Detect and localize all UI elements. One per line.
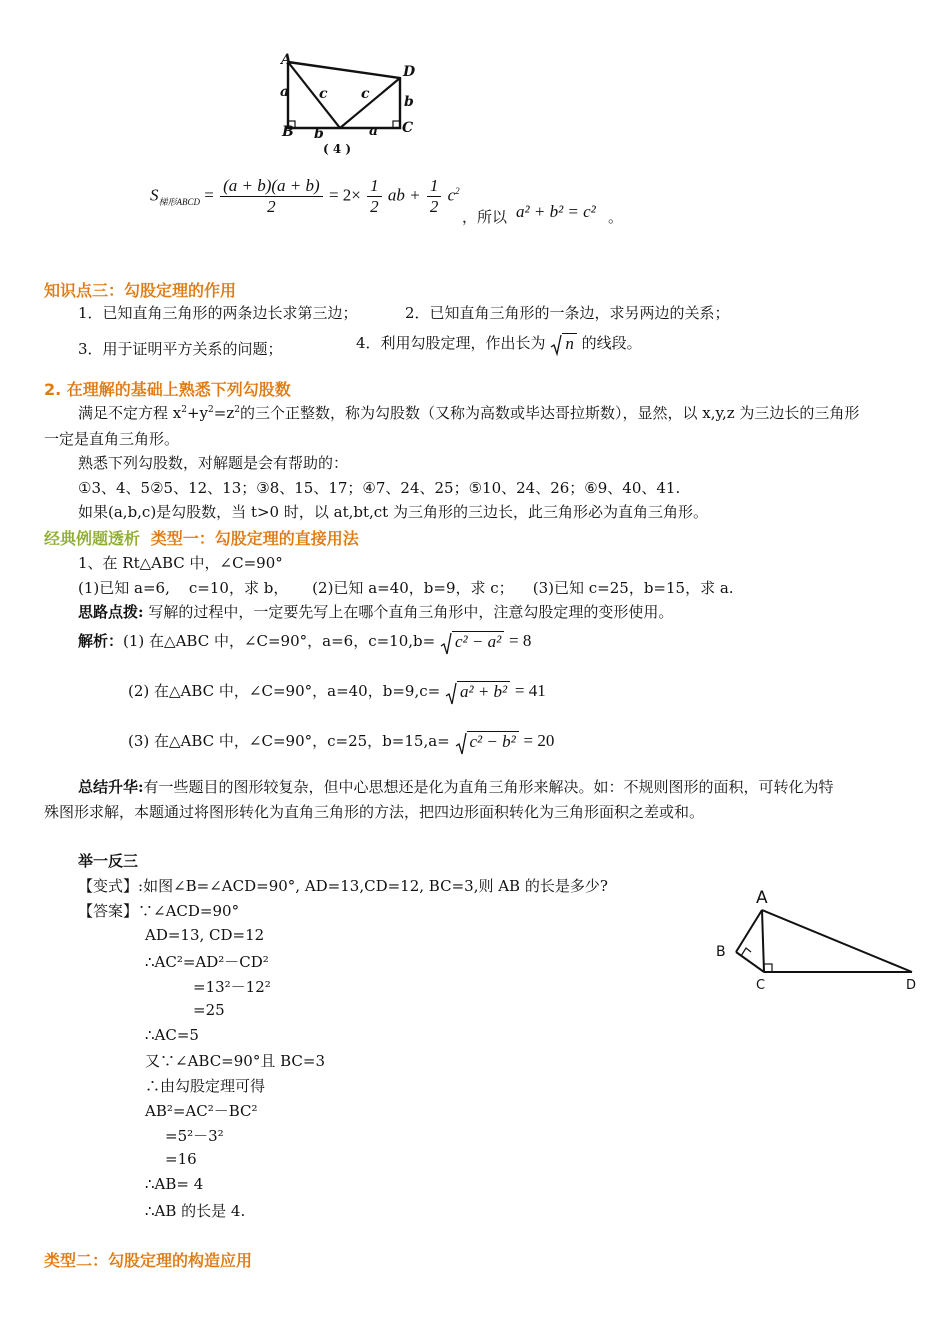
- variant-line-4: =25: [193, 1001, 225, 1019]
- fig4-label-D: D: [403, 64, 416, 80]
- formula-result: a² + b² = c²: [516, 202, 596, 221]
- variant-line-5: ∴AC=5: [145, 1026, 199, 1044]
- ex1-solution-1: 解析：(1) 在△ABC 中，∠C=90°，a=6，c=10,b= c² − a² = 8: [78, 630, 531, 652]
- ex1-summary-2: 殊图形求解，本题通过将图形转化为直角三角形的方法，把四边形面积转化为三角形面积之差或和。: [44, 803, 705, 821]
- variant-line-6: 又∵∠ABC=90°且 BC=3: [145, 1052, 325, 1070]
- type2-title: 类型二：勾股定理的构造应用: [44, 1251, 253, 1270]
- variant-line-10: =16: [165, 1150, 197, 1168]
- variant-line-9: =5²－3²: [165, 1127, 224, 1145]
- sec2-p4: 如果(a,b,c)是勾股数，当 t>0 时，以 at,bt,ct 为三角形的三边长，此三角形必为直角三角形。: [78, 503, 708, 521]
- ex1-summary-1: 总结升华:有一些题目的图形较复杂，但中心思想还是化为直角三角形来解决。如：不规则图形的面积，可转化为特: [78, 778, 834, 796]
- kp3-title: 知识点三：勾股定理的作用: [44, 281, 237, 300]
- variant-line-1: AD=13, CD=12: [145, 926, 265, 944]
- fig4-label-c2: c: [361, 86, 370, 102]
- variant-answer-head: 【答案】∵∠ACD=90°: [78, 902, 240, 920]
- formula-tail: ，所以: [462, 208, 508, 226]
- variant-fig-label-B: B: [716, 944, 726, 960]
- ex1-solution-3: (3) 在△ABC 中，∠C=90°，c=25，b=15,a= c² − b² = 20: [128, 730, 554, 752]
- fig4-label-a2: a: [369, 123, 379, 139]
- kp3-item4: 4．利用勾股定理，作出长为 n 的线段。: [356, 334, 642, 353]
- fig4-label-b2: b: [314, 126, 324, 142]
- ex1-solution-2: (2) 在△ABC 中，∠C=90°，a=40，b=9,c= a² + b² = 41: [128, 680, 546, 702]
- sec2-p1-cont: 一定是直角三角形。: [44, 430, 180, 448]
- sec2-p1: 满足不定方程 $x^2+y^2=z^2$的三个正整数，称为勾股数（又称为高数或毕达哥拉斯数），显然，以 x,y,z 为三边长的三角形: [78, 404, 860, 422]
- fig4-label-a1: a: [280, 84, 290, 100]
- kp3-item3: 3．用于证明平方关系的问题；: [78, 340, 283, 358]
- variant-fig-label-A: A: [756, 888, 768, 908]
- fig4-label-A: A: [281, 52, 292, 68]
- area-formula: $S_{梯形ABCD}$ = $\frac{(a + b)(a + b)}{2}$ = 2× $\frac{1}{2}$ ab + $\frac{1}{2}$ $c^2$: [150, 176, 460, 216]
- fig4-label-B: B: [282, 124, 294, 140]
- variant-question: 【变式】:如图∠B=∠ACD=90°, AD=13,CD=12, BC=3,则 AB 的长是多少?: [78, 877, 608, 895]
- classic-heading: 经典例题透析 类型一：勾股定理的直接用法: [44, 529, 359, 548]
- variant-line-11: ∴AB= 4: [145, 1175, 204, 1193]
- ex1-question: 1、在 Rt△ABC 中，∠C=90°: [78, 554, 283, 572]
- fig4-label-b1: b: [404, 94, 414, 110]
- variant-line-2: ∴AC²=AD²－CD²: [145, 953, 269, 971]
- kp3-item1: 1．已知直角三角形的两条边长求第三边；: [78, 304, 358, 322]
- formula-end: 。: [608, 208, 624, 226]
- variant-title: 举一反三: [78, 852, 139, 870]
- variant-line-3: =13²－12²: [193, 978, 271, 996]
- fig4-label-C: C: [402, 120, 414, 136]
- variant-fig-label-C: C: [756, 978, 766, 993]
- variant-triangle-figure: [712, 884, 924, 994]
- fig4-label-c1: c: [319, 86, 328, 102]
- sec2-title: 2. 在理解的基础上熟悉下列勾股数: [44, 380, 291, 399]
- variant-line-12: ∴AB 的长是 4.: [145, 1202, 246, 1220]
- kp3-item2: 2．已知直角三角形的一条边，求另两边的关系；: [405, 304, 730, 322]
- ex1-hint: 思路点拨: 写解的过程中，一定要先写上在哪个直角三角形中，注意勾股定理的变形使用。: [78, 603, 674, 621]
- fig4-caption: ( 4 ): [323, 142, 352, 156]
- ex1-parts: (1)已知 a=6, c=10，求 b， (2)已知 a=40，b=9，求 c； (3)已知 c=25，b=15，求 a.: [78, 579, 734, 597]
- sec2-p3: ①3、4、5②5、12、13；③8、15、17；④7、24、25；⑤10、24、26；⑥9、40、41.: [78, 479, 681, 497]
- variant-line-8: AB²=AC²－BC²: [145, 1102, 258, 1120]
- sec2-p2: 熟悉下列勾股数，对解题是会有帮助的：: [78, 454, 349, 472]
- variant-line-7: ∴由勾股定理可得: [145, 1077, 266, 1095]
- variant-fig-label-D: D: [906, 978, 917, 993]
